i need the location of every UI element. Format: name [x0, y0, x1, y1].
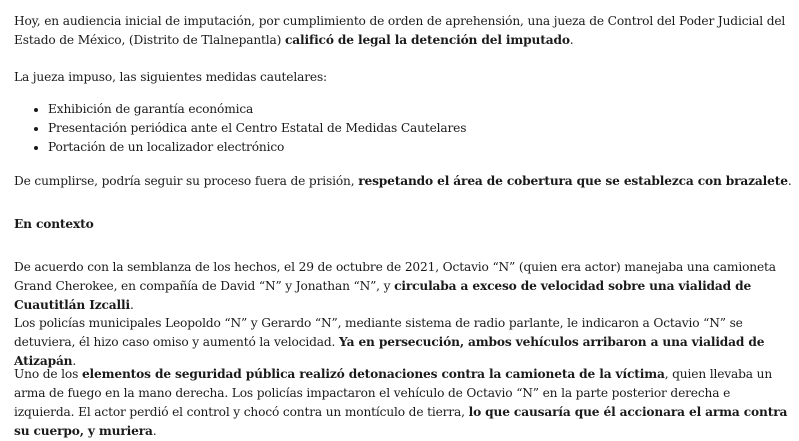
paragraph-bracelet — [14, 172, 794, 191]
paragraph-pursuit — [14, 314, 794, 371]
paragraph-bold: Ya en persecución, ambos vehículos arribaron a una vialidad de Atizapán — [14, 335, 765, 368]
list-item: • Exhibición de garantía económica — [48, 100, 788, 119]
paragraph-tail: . — [72, 354, 77, 368]
paragraph-text: , quien llevaba un arma de fuego en la mano derecha. Los policías impactaron el vehículo de Octavio “N” en la parte posterior derecha e izquierda. El actor perdió el control y chocó contra un montículo de tierra, — [14, 367, 773, 419]
paragraph-bold: elementos de seguridad pública realizó detonaciones contra la camioneta de la víctima — [81, 367, 665, 381]
paragraph-text: Hoy, en audiencia inicial de imputación, por cumplimiento de orden de aprehensión, una jueza de Control del Poder Judicial del Estado de México, (Distrito de Tlalnepantla) — [14, 14, 786, 47]
paragraph-text: Los policías municipales Leopoldo “N” y Gerardo “N”, mediante sistema de radio parlante, le indicaron a Octavio “N” se detuviera, él hizo caso omiso y aumentó la velocidad. — [14, 316, 743, 349]
section-heading: En contexto — [14, 217, 94, 231]
paragraph-bold: lo que causaría que él accionara el arma contra su cuerpo, y muriera — [14, 405, 788, 438]
paragraph-shooting — [14, 365, 794, 441]
paragraph-text: Uno de los — [14, 367, 82, 381]
paragraph-tail: . — [787, 174, 792, 188]
paragraph-hearing — [14, 12, 794, 50]
paragraph-bold: circulaba a exceso de velocidad sobre una vialidad de Cuautitlán Izcalli — [14, 279, 752, 312]
measures-list — [14, 100, 788, 157]
paragraph-tail: . — [129, 298, 134, 312]
paragraph-facts — [14, 258, 794, 315]
paragraph-tail: . — [152, 424, 157, 438]
list-item: • Presentación periódica ante el Centro Estatal de Medidas Cautelares — [48, 119, 788, 138]
paragraph-tail: . — [569, 33, 574, 47]
list-item: • Portación de un localizador electrónico — [48, 138, 788, 157]
paragraph-bold: respetando el área de cobertura que se establezca con brazalete — [358, 174, 788, 188]
paragraph-bold: calificó de legal la detención del imputado — [285, 33, 570, 47]
paragraph-text: De acuerdo con la semblanza de los hechos, el 29 de octubre de 2021, Octavio “N” (quien era actor) manejaba una camioneta Grand Cherokee, en compañía de David “N” y Jonathan “N”, y — [14, 260, 776, 293]
paragraph-measures-intro: La jueza impuso, las siguientes medidas cautelares: — [14, 70, 328, 84]
paragraph-text: De cumplirse, podría seguir su proceso fuera de prisión, — [14, 174, 359, 188]
